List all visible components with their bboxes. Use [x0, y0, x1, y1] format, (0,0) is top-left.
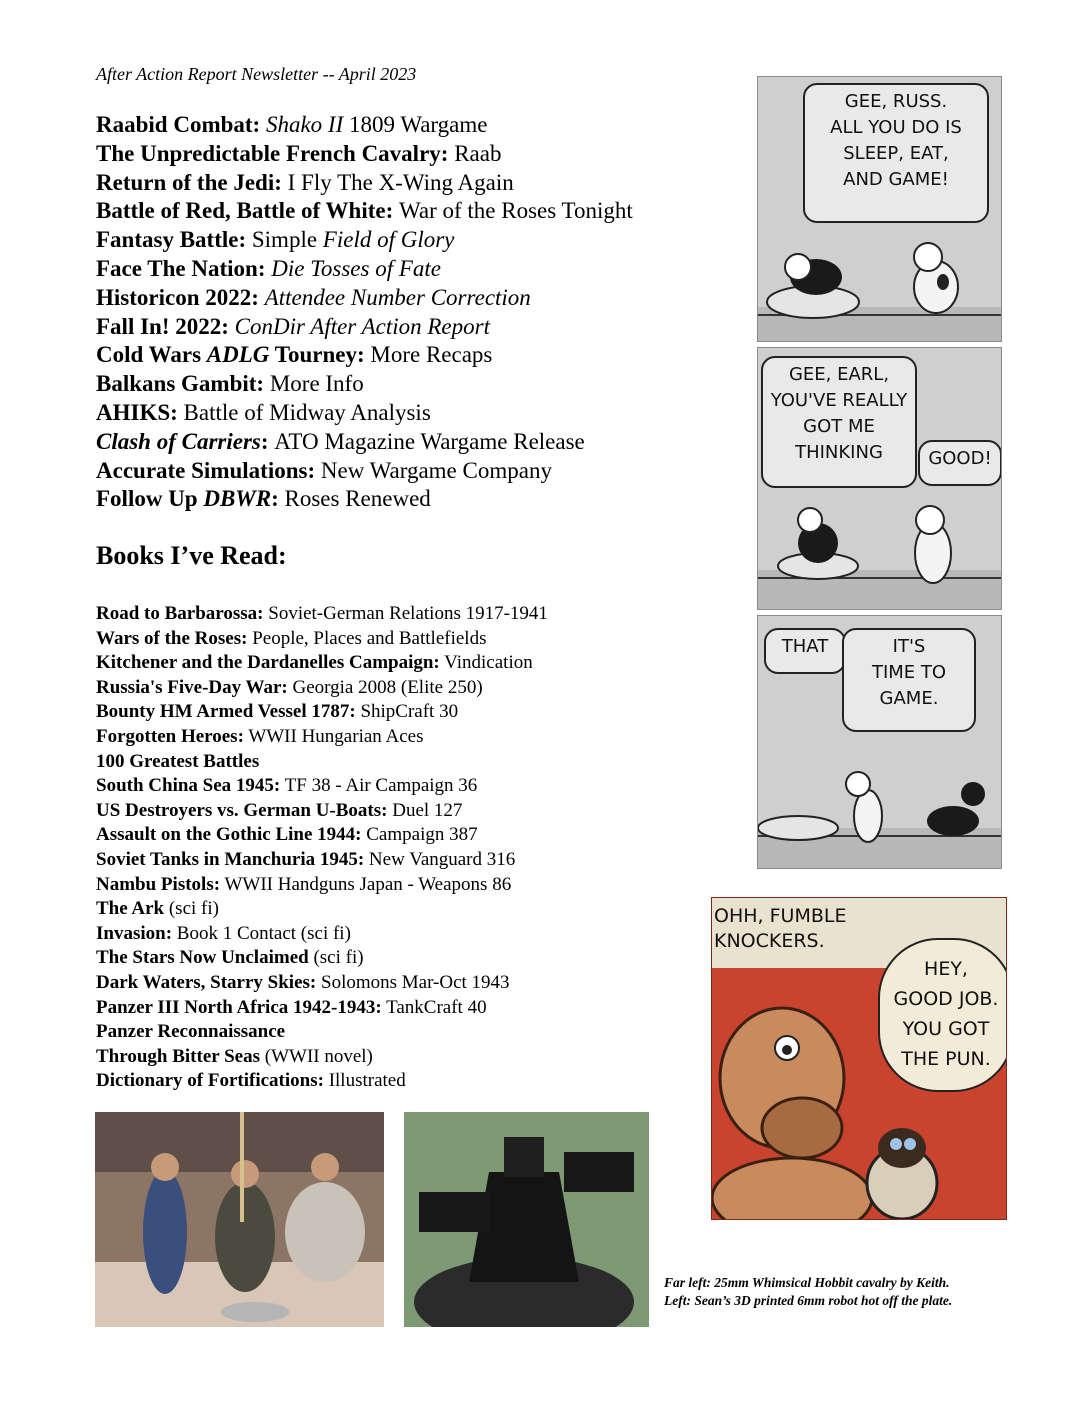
books-heading: Books I’ve Read:	[96, 541, 287, 570]
book-item: Dictionary of Fortifications: Illustrated	[96, 1070, 406, 1092]
book-item: Road to Barbarossa: Soviet-German Relations 1917-1941	[96, 603, 548, 624]
toc-item: Face The Nation: Die Tosses of Fate	[96, 255, 442, 281]
hobbit-cavalry-photo	[95, 1112, 384, 1327]
comic-panel-3	[757, 615, 1002, 869]
book-item: Panzer III North Africa 1942-1943: TankCraft 40	[96, 996, 487, 1018]
book-item: Soviet Tanks in Manchuria 1945: New Vanguard 316	[96, 848, 516, 870]
toc-item: Fantasy Battle: Simple Field of Glory	[96, 227, 455, 253]
book-item: US Destroyers vs. German U-Boats: Duel 127	[96, 799, 463, 821]
speech-bubble: GOOD!	[918, 440, 1002, 486]
hobbit-cavalry-photo-art	[95, 1112, 384, 1327]
toc-item: Clash of Carriers: ATO Magazine Wargame Release	[96, 428, 585, 454]
book-item: 100 Greatest Battles	[96, 750, 260, 772]
robot-3d-print-photo	[404, 1112, 649, 1327]
book-item: Invasion: Book 1 Contact (sci fi)	[96, 922, 351, 944]
speech-bubble: GEE, EARL, YOU'VE REALLY GOT ME THINKING	[761, 356, 917, 488]
book-item: The Stars Now Unclaimed (sci fi)	[96, 947, 364, 969]
toc-item: Historicon 2022: Attendee Number Correction	[96, 284, 531, 310]
toc-item: The Unpredictable French Cavalry: Raab	[96, 140, 502, 166]
table-of-contents	[96, 111, 736, 514]
toc-item: Return of the Jedi: I Fly The X-Wing Again	[96, 169, 514, 195]
book-item: Nambu Pistols: WWII Handguns Japan - Weapons 86	[96, 873, 512, 895]
robot-3d-print-photo-art	[404, 1112, 649, 1327]
book-item: Forgotten Heroes: WWII Hungarian Aces	[96, 725, 424, 747]
toc-item: Cold Wars ADLG Tourney: More Recaps	[96, 342, 493, 368]
photo-caption	[664, 1274, 1064, 1310]
photo-caption-line: Left: Sean’s 3D printed 6mm robot hot off the plate.	[664, 1293, 953, 1308]
book-item: The Ark (sci fi)	[96, 898, 219, 920]
toc-item: Fall In! 2022: ConDir After Action Report	[96, 313, 490, 339]
toc-item: Balkans Gambit: More Info	[96, 371, 364, 397]
speech-bubble: HEY, GOOD JOB. YOU GOT THE PUN.	[878, 938, 1007, 1092]
toc-item: Battle of Red, Battle of White: War of the Roses Tonight	[96, 198, 633, 224]
comic-panel-2	[757, 347, 1002, 610]
book-item: Assault on the Gothic Line 1944: Campaign 387	[96, 824, 478, 846]
book-item: Wars of the Roses: People, Places and Battlefields	[96, 627, 487, 649]
toc-item: Raabid Combat: Shako II 1809 Wargame	[96, 112, 488, 137]
books-list	[96, 602, 696, 1094]
newsletter-header: After Action Report Newsletter -- April 2023	[96, 64, 417, 84]
book-item: Through Bitter Seas (WWII novel)	[96, 1045, 373, 1067]
speech-bubble: THAT	[764, 628, 846, 674]
photo-caption-line: Far left: 25mm Whimsical Hobbit cavalry by Keith.	[664, 1275, 950, 1290]
toc-item: Accurate Simulations: New Wargame Company	[96, 457, 552, 483]
book-item: South China Sea 1945: TF 38 - Air Campaign 36	[96, 775, 478, 797]
book-item: Russia's Five-Day War: Georgia 2008 (Elite 250)	[96, 676, 483, 698]
book-item: Dark Waters, Starry Skies: Solomons Mar-Oct 1943	[96, 971, 510, 993]
book-item: Panzer Reconnaissance	[96, 1021, 286, 1043]
book-item: Bounty HM Armed Vessel 1787: ShipCraft 30	[96, 701, 459, 723]
speech-bubble: GEE, RUSS. ALL YOU DO IS SLEEP, EAT, AND GAME!	[803, 83, 989, 223]
book-item: Kitchener and the Dardanelles Campaign: Vindication	[96, 652, 533, 674]
comic-panel-4	[711, 897, 1007, 1220]
comic-caption: OHH, FUMBLE KNOCKERS.	[714, 905, 847, 952]
toc-item: AHIKS: Battle of Midway Analysis	[96, 399, 431, 425]
speech-bubble: IT'S TIME TO GAME.	[842, 628, 976, 732]
toc-item: Follow Up DBWR: Roses Renewed	[96, 486, 431, 512]
comic-panel-1	[757, 76, 1002, 342]
